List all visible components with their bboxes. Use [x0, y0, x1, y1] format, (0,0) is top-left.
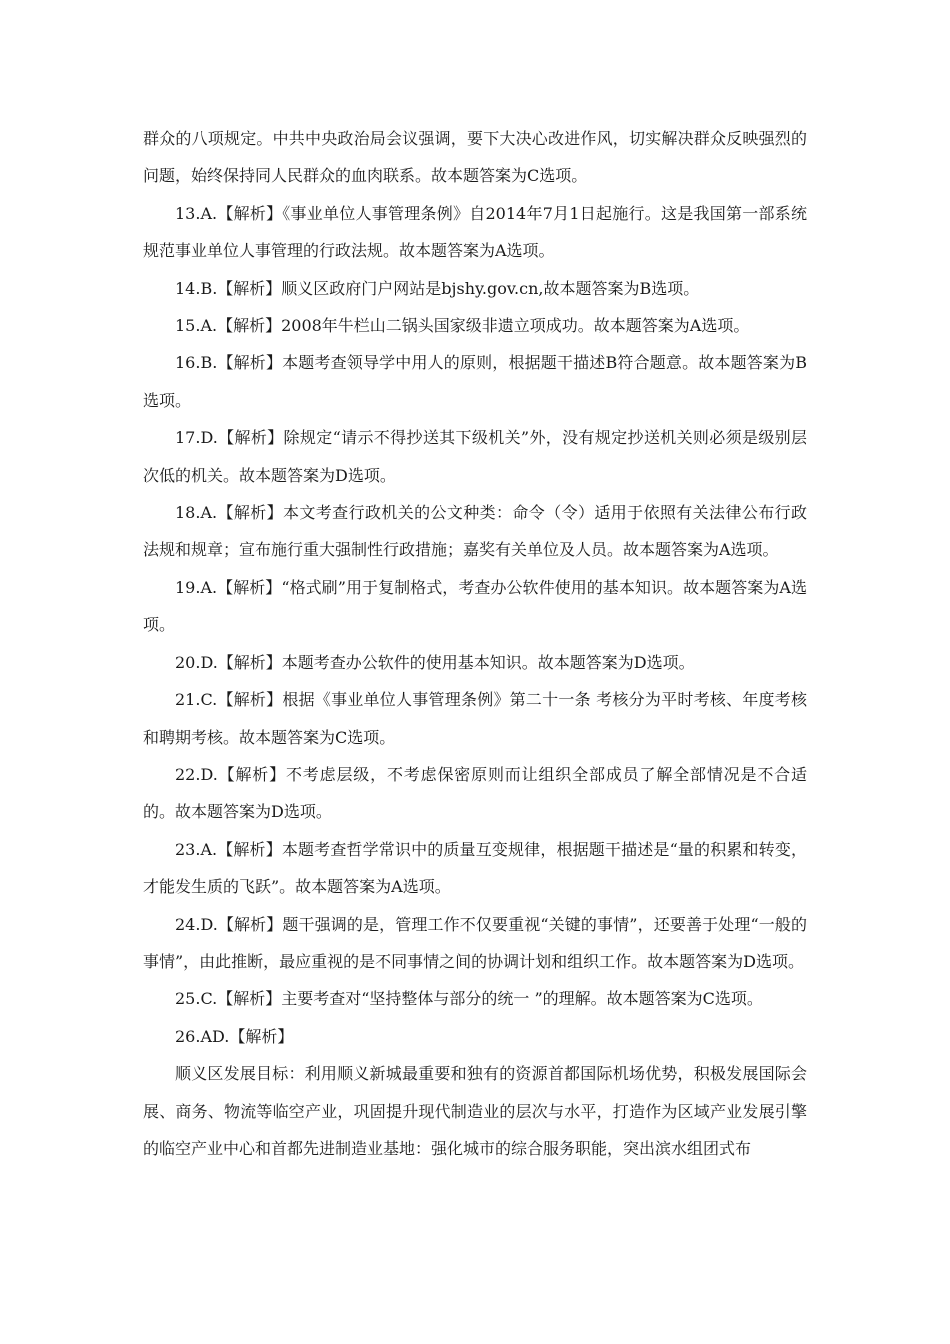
- answer-17: 17.D.【解析】除规定“请示不得抄送其下级机关”外，没有规定抄送机关则必须是级别层次低的机关。故本题答案为D选项。: [143, 428, 807, 485]
- answer-13: 13.A.【解析】《事业单位人事管理条例》自2014年7月1日起施行。这是我国第一部系统规范事业单位人事管理的行政法规。故本题答案为A选项。: [143, 203, 807, 261]
- answer-19: 19.A.【解析】“格式刷”用于复制格式，考查办公软件使用的基本知识。故本题答案为A选项。: [143, 577, 807, 635]
- answer-26-body: 顺义区发展目标：利用顺义新城最重要和独有的资源首都国际机场优势，积极发展国际会展、商务、物流等临空产业，巩固提升现代制造业的层次与水平，打造作为区域产业发展引擎的临空产业中心和首都先进制造业基地：强化城市的综合服务职能，突出滨水组团式布: [143, 1064, 807, 1158]
- answer-26: 26.AD.【解析】: [175, 1026, 294, 1046]
- answer-21: 21.C.【解析】根据《事业单位人事管理条例》第二十一条 考核分为平时考核、年度考核和聘期考核。故本题答案为C选项。: [143, 690, 807, 747]
- answer-14: 14.B.【解析】顺义区政府门户网站是bjshy.gov.cn,故本题答案为B选项。: [175, 278, 700, 298]
- answer-24: 24.D.【解析】题干强调的是，管理工作不仅要重视“关键的事情”，还要善于处理“一般的事情”，由此推断，最应重视的是不同事情之间的协调计划和组织工作。故本题答案为D选项。: [143, 914, 807, 971]
- answer-22: 22.D.【解析】不考虑层级，不考虑保密原则而让组织全部成员了解全部情况是不合适的。故本题答案为D选项。: [143, 764, 807, 822]
- answer-18: 18.A.【解析】本文考查行政机关的公文种类：命令（令）适用于依照有关法律公布行政法规和规章；宣布施行重大强制性行政措施；嘉奖有关单位及人员。故本题答案为A选项。: [143, 503, 807, 560]
- answer-15: 15.A.【解析】2008年牛栏山二锅头国家级非遗立项成功。故本题答案为A选项。: [175, 316, 750, 336]
- answer-20: 20.D.【解析】本题考查办公软件的使用基本知识。故本题答案为D选项。: [175, 652, 695, 672]
- paragraph-continuation: 群众的八项规定。中共中央政治局会议强调，要下大决心改进作风，切实解决群众反映强烈的问题，始终保持同人民群众的血肉联系。故本题答案为C选项。: [143, 129, 807, 186]
- answer-25: 25.C.【解析】主要考查对“坚持整体与部分的统一 ”的理解。故本题答案为C选项。: [175, 989, 763, 1009]
- answer-23: 23.A.【解析】本题考查哲学常识中的质量互变规律，根据题干描述是“量的积累和转变，才能发生质的飞跃”。故本题答案为A选项。: [143, 839, 807, 897]
- answer-16: 16.B.【解析】本题考查领导学中用人的原则，根据题干描述B符合题意。故本题答案为B选项。: [143, 353, 807, 410]
- document-body: [143, 120, 807, 1167]
